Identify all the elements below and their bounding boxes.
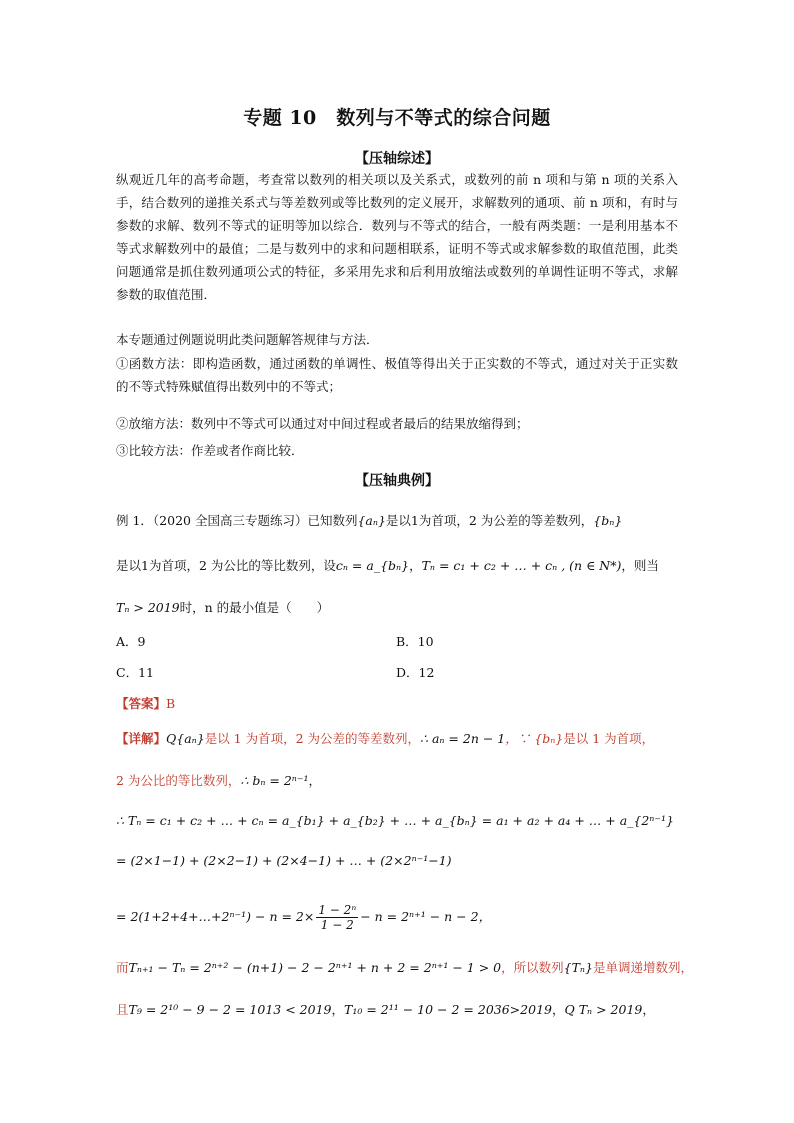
tn-condition: Tₙ > 2019: [116, 600, 180, 615]
tn-condition-detail: Q Tₙ > 2019: [564, 1002, 643, 1017]
cn-definition: cₙ = a_{bₙ}: [335, 558, 410, 573]
geometric-fraction: [316, 903, 358, 932]
page-title: 专题 10 数列与不等式的综合问题: [243, 107, 551, 129]
example-question-line-1: [116, 511, 622, 529]
detail-seq-b: ，∵ {bₙ}: [505, 731, 564, 746]
difference-formula: Tₙ₊₁ − Tₙ = 2ⁿ⁺² − (n+1) − 2 − 2ⁿ⁺¹ + n + 2 = 2ⁿ⁺¹ − 1 > 0: [128, 960, 502, 975]
detail-line-6: [116, 958, 693, 976]
example-prefix: 例 1．（2020 全国高三专题练习）已知数列: [116, 513, 358, 528]
detail-line-1: [116, 729, 654, 747]
detail-seq-a: Q{aₙ}: [166, 731, 205, 746]
sequence-b-desc: 是以1为首项，2 为公比的等比数列，设: [116, 558, 336, 573]
sequence-tn: {Tₙ}: [563, 960, 593, 975]
option-b: B．10: [396, 634, 434, 649]
method-comparison: ③比较方法：作差或者作商比较．: [116, 443, 304, 458]
t9-value: T₉ = 2¹⁰ − 9 − 2 = 1013 < 2019: [128, 1002, 332, 1017]
option-d: D．12: [396, 665, 435, 680]
sequence-a-desc: 是以1为首项，2 为公差的等差数列，: [385, 513, 594, 528]
example-question-line-3: [116, 598, 329, 616]
sum-result: − n = 2ⁿ⁺¹ − n − 2，: [360, 909, 492, 924]
option-c: C．11: [116, 665, 154, 680]
answer-value: B: [166, 696, 176, 711]
t10-value: T₁₀ = 2¹¹ − 10 − 2 = 2036>2019: [344, 1002, 552, 1017]
method-function: ①函数方法：即构造函数，通过函数的单调性、极值等得出关于正实数的不等式，通过对关于正实数的不等式特殊赋值得出数列中的不等式；: [116, 356, 678, 394]
separator: ，: [331, 1002, 344, 1017]
option-a: A．9: [116, 634, 146, 649]
fraction-denominator: 1 − 2: [320, 918, 354, 932]
detail-line-7: [116, 1000, 655, 1018]
question-suffix: ，则当: [621, 558, 659, 573]
separator: ，: [642, 1002, 655, 1017]
example-question-line-2: [116, 556, 659, 574]
detail-and-2: 且: [116, 1002, 129, 1017]
detail-ratio-desc: 2 为公比的等比数列，: [116, 773, 241, 788]
method-scaling: ②放缩方法：数列中不等式可以通过对中间过程或者最后的结果放缩得到；: [116, 416, 529, 431]
overview-summary: 本专题通过例题说明此类问题解答规律与方法．: [116, 332, 379, 347]
sum-expression: = 2(1+2+4+…+2ⁿ⁻¹) − n = 2×: [116, 909, 315, 924]
detail-seq-b-desc: 是以 1 为首项，: [563, 731, 655, 746]
detail-label: 【详解】: [116, 731, 167, 746]
section-heading-examples: 【压轴典例】: [355, 473, 439, 489]
an-formula: ∴ aₙ = 2n − 1: [420, 731, 506, 746]
overview-paragraph: 纵观近几年的高考命题，考查常以数列的相关项以及关系式，或数列的前 n 项和与第 n 项的关系入手，结合数列的递推关系式与等差数列或等比数列的定义展开，求解数列的通项、前 n 项和，有时与参数的求解、数列不等式的证明等加以综合．数列与不等式的结合，一般有两类题：一是利用基本不等式求解数列中的最值；二是与数列中的求和问题相联系，证明不等式或求解参数的取值范围，此类问题通常是抓住数列通项公式的特征，多采用先求和后利用放缩法或数列的单调性证明不等式，求解参数的取值范围．: [116, 172, 678, 302]
detail-line-4: = (2×1−1) + (2×2−1) + (2×4−1) + … + (2×2ⁿ⁻¹−1): [116, 853, 452, 868]
bn-formula: ∴ bₙ = 2ⁿ⁻¹: [240, 773, 309, 788]
question-ask: 时，n 的最小值是（ ）: [179, 600, 330, 615]
tn-definition: Tₙ = c₁ + c₂ + … + cₙ , (n ∈ N*): [421, 558, 622, 573]
monotonic-text: ，所以数列: [501, 960, 564, 975]
fraction-numerator: 1 − 2ⁿ: [318, 903, 357, 917]
sequence-a: {aₙ}: [357, 513, 386, 528]
separator: ，: [409, 558, 422, 573]
answer-label: 【答案】: [116, 696, 167, 711]
separator: ，: [308, 773, 321, 788]
detail-and: 而: [116, 960, 129, 975]
detail-line-3: ∴ Tₙ = c₁ + c₂ + … + cₙ = a_{b₁} + a_{b₂} + … + a_{bₙ} = a₁ + a₂ + a₄ + … + a_{2ⁿ⁻¹}: [116, 813, 674, 828]
section-heading-overview: 【压轴综述】: [355, 151, 439, 167]
detail-line-2: [116, 771, 321, 789]
separator: ，: [551, 1002, 565, 1017]
sequence-b: {bₙ}: [593, 513, 623, 528]
monotonic-conclusion: 是单调递增数列，: [592, 960, 693, 975]
detail-seq-a-desc: 是以 1 为首项，2 为公差的等差数列，: [204, 731, 421, 746]
answer-line: [116, 694, 175, 712]
detail-line-5: [116, 903, 491, 932]
